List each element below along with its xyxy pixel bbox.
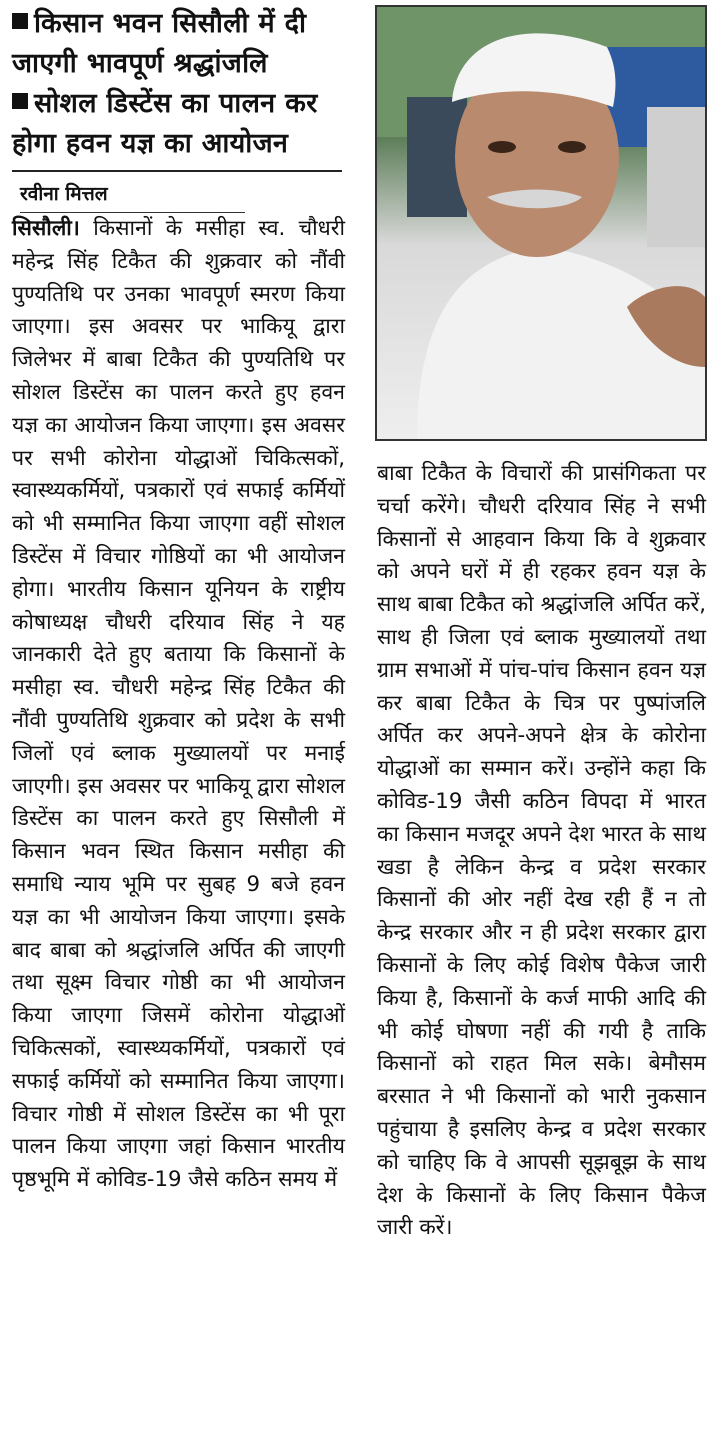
square-bullet-icon [12,93,28,109]
square-bullet-icon [12,13,28,29]
dateline: सिसौली। [12,216,80,241]
headline-2: सोशल डिस्टेंस का पालन कर होगा हवन यज्ञ का आयोजन [12,88,318,159]
article-body-right [377,458,706,1245]
portrait-illustration [377,7,705,439]
article-body-left [12,213,345,1197]
divider [12,170,342,172]
headline-1: किसान भवन सिसौली में दी जाएगी भावपूर्ण श्रद्धांजलि [12,8,307,79]
byline: रवीना मित्तल [20,183,108,205]
portrait-photo [375,5,707,441]
left-column-text: किसानों के मसीहा स्व. चौधरी महेन्द्र सिंह टिकैत की शुक्रवार को नौंवी पुण्यतिथि पर उनका भावपूर्ण स्मरण किया जाएगा। इस अवसर पर भाकियू द्वारा जिलेभर में बाबा टिकैत की पुण्यतिथि पर सोशल डिस्टेंस का पालन करते हुए हवन यज्ञ का आयोजन किया जाएगा। इस अवसर पर सभी कोरोना योद्धाओं चिकित्सकों, स्वास्थ्यकर्मियों, पत्रकारों एवं सफाई कर्मियों को भी सम्मानित किया जाएगा वहीं सोशल डिस्टेंस में विचार गोष्ठियों का भी आयोजन होगा। भारतीय किसान यूनियन के राष्ट्रीय कोषाध्यक्ष चौधरी दरियाव सिंह ने यह जानकारी देते हुए बताया कि किसानों के मसीहा स्व. चौधरी महेन्द्र सिंह टिकैत की नौंवी पुण्यतिथि शुक्रवार को प्रदेश के सभी जिलों एवं ब्लाक मुख्यालयों पर मनाई जाएगी। इस अवसर पर भाकियू द्वारा सोशल डिस्टेंस का पालन करते हुए सिसौली में किसान भवन स्थित किसान मसीहा की समाधि न्याय भूमि पर सुबह 9 बजे हवन यज्ञ का भी आयोजन किया जाएगा। इसके बाद बाबा को श्रद्धांजलि अर्पित की जाएगी तथा सूक्ष्म विचार गोष्ठी का भी आयोजन किया जाएगा जिसमें कोरोना योद्धाओं चिकित्सकों, स्वास्थ्यकर्मियों, पत्रकारों एवं सफाई कर्मियों को सम्मानित किया जाएगा। विचार गोष्ठी में सोशल डिस्टेंस का भी पूरा पालन किया जाएगा जहां किसान भारतीय पृष्ठभूमि में कोविड-19 जैसे कठिन समय में [12,216,345,1193]
right-column-text: बाबा टिकैत के विचारों की प्रासंगिकता पर चर्चा करेंगे। चौधरी दरियाव सिंह ने सभी किसानों से आहवान किया कि वे शुक्रवार को अपने घरों में ही रहकर हवन यज्ञ के साथ बाबा टिकैत को श्रद्धांजलि अर्पित करें, साथ ही जिला एवं ब्लाक मुख्यालयों तथा ग्राम सभाओं में पांच-पांच किसान हवन यज्ञ कर बाबा टिकैत के चित्र पर पुष्पांजलि अर्पित कर अपने-अपने क्षेत्र के कोरोना योद्धाओं का सम्मान करें। उन्होंने कहा कि कोविड-19 जैसी कठिन विपदा में भारत का किसान मजदूर अपने देश भारत के साथ खडा है लेकिन केन्द्र व प्रदेश सरकार किसानों की ओर नहीं देख रही हैं न तो केन्द्र सरकार और न ही प्रदेश सरकार द्वारा किसानों के लिए कोई विशेष पैकेज जारी किया है, किसानों के कर्ज माफी आदि की भी कोई घोषणा नहीं की गयी है ताकि किसानों को राहत मिल सके। बेमौसम बरसात ने भी किसानों को भारी नुकसान पहुंचाया है इसलिए केन्द्र व प्रदेश सरकार को चाहिए कि वे आपसी सूझबूझ के साथ देश के किसानों के लिए किसान पैकेज जारी करें। [377,461,706,1241]
headline-block [12,4,342,213]
